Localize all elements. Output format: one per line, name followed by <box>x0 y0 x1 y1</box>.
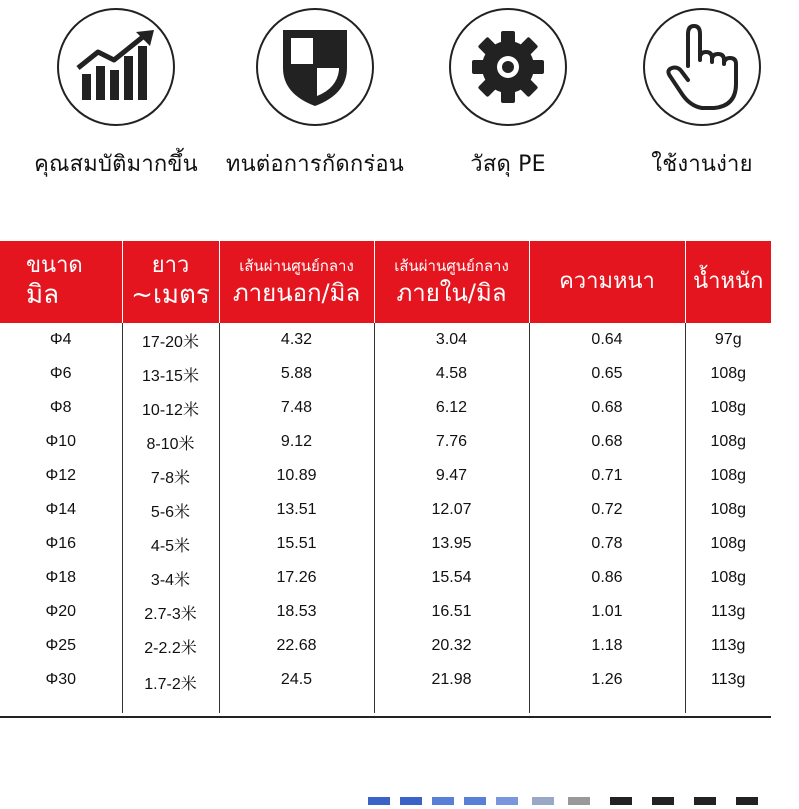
cell-inner-diameter: 6.12 <box>374 391 529 425</box>
cell-inner-diameter: 7.76 <box>374 425 529 459</box>
cell-outer-diameter: 22.68 <box>219 629 374 663</box>
table-row <box>0 527 771 561</box>
table-row <box>0 425 771 459</box>
header-inner-line2: ภายใน/มิล <box>396 279 507 307</box>
header-outer-line1: เส้นผ่านศูนย์กลาง <box>239 257 354 275</box>
shield-icon <box>256 8 374 126</box>
cell-length: 10-12米 <box>122 391 219 425</box>
cell-size: Φ10 <box>0 425 122 459</box>
cell-size: Φ16 <box>0 527 122 561</box>
cell-length: 17-20米 <box>122 323 219 357</box>
table-row <box>0 561 771 595</box>
header-thickness <box>529 241 685 323</box>
cell-weight: 108g <box>710 433 747 450</box>
cell-inner-diameter: 21.98 <box>374 663 529 713</box>
cell-thickness: 0.68 <box>529 425 685 459</box>
cell-size: Φ20 <box>0 595 122 629</box>
cell-thickness: 0.78 <box>529 527 685 561</box>
cell-inner-diameter: 15.54 <box>374 561 529 595</box>
feature-easy-to-use <box>612 8 792 181</box>
next-section-peek <box>360 790 780 799</box>
cell-outer-diameter: 5.88 <box>219 357 374 391</box>
header-outer-diameter <box>219 241 374 323</box>
cell-weight: 97g <box>714 331 742 348</box>
cell-length: 1.7-2米 <box>122 663 219 713</box>
cell-inner-diameter: 9.47 <box>374 459 529 493</box>
cell-inner-diameter: 12.07 <box>374 493 529 527</box>
cell-weight: 108g <box>710 365 747 382</box>
table-row <box>0 493 771 527</box>
cell-weight: 108g <box>710 467 747 484</box>
table-row <box>0 663 771 713</box>
cell-size: Φ30 <box>0 663 122 713</box>
cell-length: 7-8米 <box>122 459 219 493</box>
header-length <box>122 241 219 323</box>
cell-size: Φ4 <box>0 323 122 357</box>
cell-size: Φ12 <box>0 459 122 493</box>
cell-length: 5-6米 <box>122 493 219 527</box>
cell-weight: 108g <box>710 501 747 518</box>
cell-thickness: 0.71 <box>529 459 685 493</box>
cell-thickness: 1.26 <box>529 663 685 713</box>
cell-length: 2-2.2米 <box>122 629 219 663</box>
header-weight-label: น้ำหนัก <box>693 269 764 294</box>
feature-label: คุณสมบัติมากขึ้น <box>34 152 198 177</box>
cell-thickness: 0.68 <box>529 391 685 425</box>
cell-size: Φ14 <box>0 493 122 527</box>
cell-outer-diameter: 15.51 <box>219 527 374 561</box>
cell-inner-diameter: 13.95 <box>374 527 529 561</box>
table-row <box>0 323 771 357</box>
feature-more-properties <box>26 8 206 181</box>
table-row <box>0 357 771 391</box>
feature-label: วัสดุ PE <box>470 152 546 177</box>
cell-outer-diameter: 17.26 <box>219 561 374 595</box>
header-outer-line2: ภายนอก/มิล <box>232 279 361 307</box>
header-length-line1: ยาว <box>151 253 190 278</box>
header-inner-line1: เส้นผ่านศูนย์กลาง <box>394 257 509 275</box>
spec-table <box>0 241 771 713</box>
cell-inner-diameter: 20.32 <box>374 629 529 663</box>
cell-weight: 108g <box>710 535 747 552</box>
cell-size: Φ6 <box>0 357 122 391</box>
spec-table-header <box>0 241 771 323</box>
cell-thickness: 0.64 <box>529 323 685 357</box>
cell-weight: 108g <box>710 569 747 586</box>
table-row <box>0 391 771 425</box>
cell-length: 3-4米 <box>122 561 219 595</box>
cell-length: 13-15米 <box>122 357 219 391</box>
feature-label: ใช้งานง่าย <box>651 152 753 177</box>
cell-length: 2.7-3米 <box>122 595 219 629</box>
feature-icons-section <box>0 0 799 230</box>
cell-thickness: 1.01 <box>529 595 685 629</box>
cell-thickness: 0.72 <box>529 493 685 527</box>
cell-outer-diameter: 4.32 <box>219 323 374 357</box>
cell-outer-diameter: 7.48 <box>219 391 374 425</box>
cell-thickness: 1.18 <box>529 629 685 663</box>
header-length-line2: ~เมตร <box>131 280 210 310</box>
cell-weight: 113g <box>711 603 746 620</box>
cell-weight: 113g <box>711 671 746 688</box>
cell-inner-diameter: 3.04 <box>374 323 529 357</box>
header-size <box>0 241 122 323</box>
feature-label: ทนต่อการกัดกร่อน <box>225 152 405 177</box>
cell-outer-diameter: 13.51 <box>219 493 374 527</box>
gear-icon <box>449 8 567 126</box>
header-inner-diameter <box>374 241 529 323</box>
cell-thickness: 0.86 <box>529 561 685 595</box>
cell-thickness: 0.65 <box>529 357 685 391</box>
cell-size: Φ25 <box>0 629 122 663</box>
table-row <box>0 629 771 663</box>
table-row <box>0 459 771 493</box>
cell-outer-diameter: 24.5 <box>219 663 374 713</box>
hand-pointer-icon <box>643 8 761 126</box>
cell-outer-diameter: 10.89 <box>219 459 374 493</box>
spec-table-body <box>0 323 771 713</box>
table-row <box>0 595 771 629</box>
growth-chart-icon <box>57 8 175 126</box>
feature-corrosion-resistant <box>225 8 405 181</box>
cell-size: Φ8 <box>0 391 122 425</box>
cell-outer-diameter: 18.53 <box>219 595 374 629</box>
feature-pe-material <box>418 8 598 181</box>
cell-length: 8-10米 <box>122 425 219 459</box>
cell-inner-diameter: 16.51 <box>374 595 529 629</box>
cell-outer-diameter: 9.12 <box>219 425 374 459</box>
cell-length: 4-5米 <box>122 527 219 561</box>
cell-weight: 113g <box>711 637 746 654</box>
header-size-line1: ขนาด <box>26 253 83 278</box>
table-bottom-rule <box>0 716 771 718</box>
header-weight <box>685 241 771 323</box>
header-thickness-label: ความหนา <box>559 269 655 294</box>
cell-weight: 108g <box>710 399 747 416</box>
header-size-line2: มิล <box>26 280 60 310</box>
cell-inner-diameter: 4.58 <box>374 357 529 391</box>
cell-size: Φ18 <box>0 561 122 595</box>
